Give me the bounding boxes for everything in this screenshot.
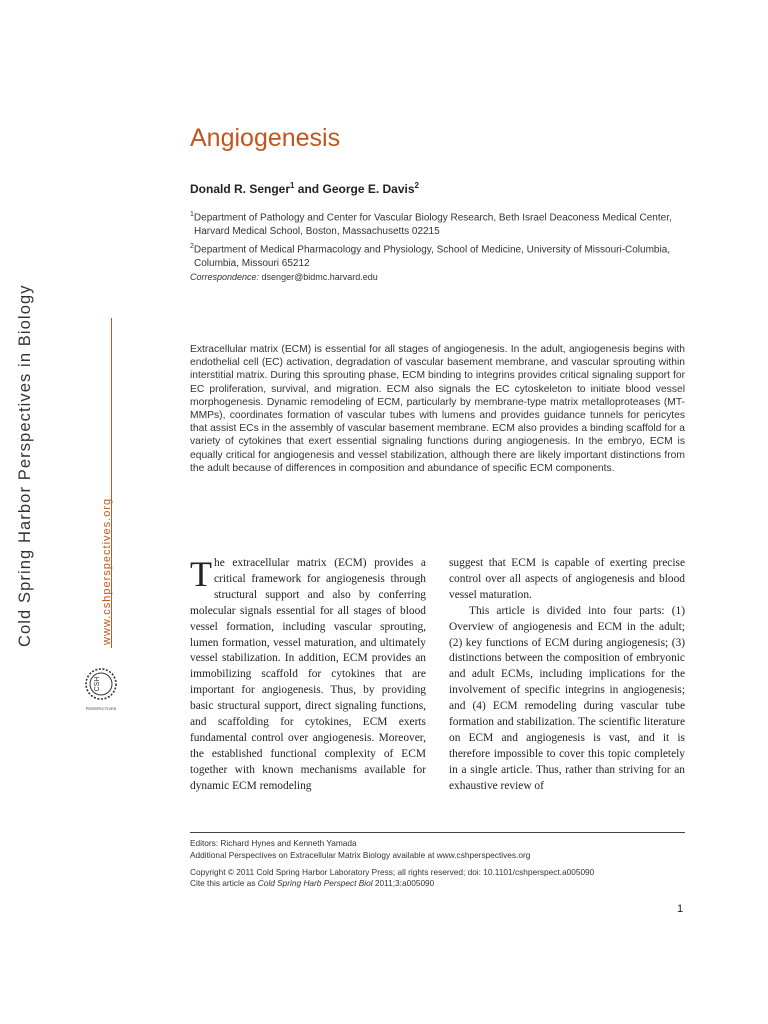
journal-side-title: Cold Spring Harbor Perspectives in Biology <box>16 284 34 647</box>
body-column-left <box>190 556 426 795</box>
affiliation-1 <box>190 208 690 239</box>
footer-copyright: Copyright © 2011 Cold Spring Harbor Laboratory Press; all rights reserved; doi: 10.1101/cshperspect.a005090 <box>190 867 595 877</box>
author-name: Donald R. Senger <box>190 182 291 196</box>
body-paragraph: suggest that ECM is capable of exerting precise control over all aspects of angiogenesis and blood vessel maturation. <box>449 557 685 601</box>
author-name: George E. Davis <box>322 182 415 196</box>
aff-text: Department of Pathology and Center for Vascular Biology Research, Beth Israel Deaconess Medical Center, <box>193 212 672 224</box>
citation-suffix: 2011;3:a005090 <box>372 878 435 888</box>
author-sup: 1 <box>290 181 295 190</box>
affiliation-2 <box>190 240 690 271</box>
citation-journal: Cold Spring Harb Perspect Biol <box>257 878 373 888</box>
abstract: Extracellular matrix (ECM) is essential for all stages of angiogenesis. In the adult, angiogenesis begins with endothelial cell (EC) activation, degradation of vascular basement membrane, and vascular sprouting within interstitial matrix. During this sprouting phase, ECM binding to integrins provides critical signaling support for EC proliferation, survival, and migration. ECM also signals the EC cytoskeleton to initiate blood vessel morphogenesis. Dynamic remodeling of ECM, particularly by membrane-type matrix metalloproteases (MT-MMPs), coordinates formation of vascular tubes with lumens and provides guidance tunnels for pericytes that assist ECs in the assembly of vascular basement membrane. ECM also provides a binding scaffold for a variety of cytokines that exert essential signaling functions during angiogenesis. In the embryo, ECM is equally critical for angiogenesis and vessel stabilization, although there are likely important distinctions from the adult because of differences in composition and abundance of specific ECM components. <box>190 344 685 474</box>
aff-sup: 2 <box>190 243 194 250</box>
aff-sup: 1 <box>190 211 194 218</box>
correspondence-email[interactable]: dsenger@bidmc.harvard.edu <box>259 272 378 282</box>
aff-text: Department of Medical Pharmacology and Physiology, School of Medicine, University of Missouri-Columbia, <box>193 244 671 256</box>
body-paragraph: he extracellular matrix (ECM) provides a critical framework for angiogenesis through structural support and also by conferring molecular signals essential for all stages of blood vessel formation, including vascular sprouting, lumen formation, vessel maturation, and ultimately vessel stabilization. In addition, ECM provides an immobilizing scaffold for cytokines that are important for angiogenesis. Thus, by providing basic structural support, direct signaling functions, and scaffolding for cytokines, ECM exerts fundamental control over angiogenesis. Moreover, the established functional complexity of ECM together with known mechanisms available for dynamic ECM remodeling <box>190 557 426 792</box>
body-column-right <box>449 556 685 795</box>
aff-text: Columbia, Missouri 65212 <box>194 258 310 270</box>
author-conjunction: and <box>294 182 323 196</box>
article-title: Angiogenesis <box>190 124 341 152</box>
body-paragraph: This article is divided into four parts: (1) Overview of angiogenesis and ECM in the adult; (2) key functions of ECM during angiogenesis; (3) distinctions between the composition of embryonic and adult ECMs, including implications for the involvement of specific integrins in angiogenesis; and (4) ECM remodeling during vascular tube formation and stabilization. The scientific literature on ECM and angiogenesis is vast, and it is therefore impossible to cover this topic completely in a single article. Thus, rather than striving for an exhaustive review of <box>449 604 685 792</box>
footer-editors: Editors: Richard Hynes and Kenneth Yamada <box>190 838 357 848</box>
correspondence <box>190 272 378 282</box>
author-sup: 2 <box>414 181 419 190</box>
drop-cap: T <box>190 554 212 594</box>
journal-side-url[interactable]: www.cshperspectives.org <box>101 497 113 645</box>
footer-rule <box>190 832 685 833</box>
citation-prefix: Cite this article as <box>190 878 258 888</box>
aff-text: Harvard Medical School, Boston, Massachusetts 02215 <box>194 226 440 238</box>
author-list <box>190 181 419 196</box>
logo-letters: CSH <box>94 676 101 692</box>
csh-logo-icon <box>82 660 120 712</box>
footer-additional: Additional Perspectives on Extracellular Matrix Biology available at www.cshperspectives.org <box>190 850 531 860</box>
page-number: 1 <box>677 903 684 915</box>
correspondence-label: Correspondence: <box>190 272 260 282</box>
logo-sub: PERSPECTIVES <box>85 706 117 711</box>
footer-citation <box>190 878 690 889</box>
